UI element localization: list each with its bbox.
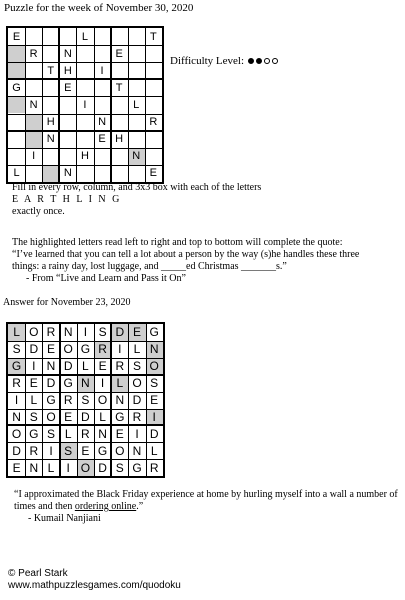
difficulty-dot-empty — [272, 58, 278, 64]
answer-cell: E — [64, 409, 73, 424]
puzzle-cell[interactable] — [94, 96, 111, 113]
puzzle-cell[interactable] — [76, 114, 93, 131]
answer-cell: L — [64, 426, 72, 441]
answer-cell: D — [81, 409, 90, 424]
puzzle-cell: I — [83, 98, 87, 111]
answer-cell: L — [30, 393, 38, 408]
puzzle-cell[interactable] — [145, 79, 162, 96]
answer-cell: E — [81, 443, 90, 458]
answer-cell: O — [115, 443, 125, 458]
bottom-quote — [14, 489, 399, 525]
puzzle-cell: R — [29, 47, 38, 60]
answer-cell: R — [94, 341, 111, 358]
puzzle-grid — [6, 26, 164, 184]
puzzle-cell[interactable] — [128, 114, 145, 131]
puzzle-cell[interactable] — [128, 62, 145, 79]
answer-cell: I — [146, 409, 163, 426]
credit — [8, 568, 181, 592]
answer-cell: E — [29, 376, 38, 391]
answer-cell: S — [29, 409, 38, 424]
puzzle-cell: L — [133, 98, 140, 111]
answer-cell: I — [100, 376, 105, 391]
difficulty-dot-filled — [248, 58, 254, 64]
answer-cell: S — [132, 359, 141, 374]
answer-cell: R — [29, 443, 39, 458]
grid-line — [8, 442, 163, 443]
puzzle-cell[interactable] — [59, 28, 76, 45]
puzzle-cell[interactable] — [94, 165, 111, 182]
answer-cell: G — [80, 342, 91, 357]
bottom-quote-attribution: - Kumail Nanjiani — [28, 513, 101, 524]
grid-line — [8, 78, 162, 80]
puzzle-cell: N — [98, 116, 107, 129]
grid-line — [77, 324, 78, 476]
grid-line — [8, 45, 162, 46]
grid-line — [58, 28, 60, 182]
answer-cell: G — [29, 426, 39, 441]
grid-line — [8, 114, 162, 115]
puzzle-cell[interactable] — [76, 131, 93, 148]
answer-cell: E — [12, 460, 21, 475]
puzzle-cell[interactable] — [42, 165, 59, 182]
answer-cell: D — [12, 443, 21, 458]
answer-cell: I — [49, 443, 53, 458]
grid-line — [8, 392, 163, 393]
grid-line — [146, 324, 147, 476]
grid-line — [145, 28, 146, 182]
quote-block — [12, 237, 402, 285]
answer-cell: R — [149, 460, 159, 475]
puzzle-cell[interactable] — [25, 114, 42, 131]
answer-cell: G — [132, 460, 142, 475]
puzzle-cell: T — [115, 81, 123, 94]
answer-cell: O — [63, 342, 73, 357]
quote-intro: The highlighted letters read left to right and top to bottom will complete the quote: — [12, 237, 343, 248]
puzzle-cell[interactable] — [145, 96, 162, 113]
puzzle-cell[interactable] — [8, 62, 25, 79]
answer-cell: D — [98, 460, 107, 475]
answer-cell: D — [132, 393, 142, 408]
quote-text-line: things: a rainy day, lost luggage, and _____ed Christmas _______s.” — [12, 261, 287, 272]
grid-line — [128, 324, 129, 476]
puzzle-cell: I — [32, 150, 36, 163]
puzzle-cell[interactable] — [59, 148, 76, 165]
answer-cell: E — [46, 342, 55, 357]
answer-cell: D — [29, 342, 39, 357]
grid-line — [110, 324, 112, 476]
grid-line — [8, 424, 163, 426]
puzzle-cell[interactable] — [145, 45, 162, 62]
puzzle-cell[interactable] — [94, 148, 111, 165]
puzzle-cell: L — [81, 30, 88, 43]
puzzle-cell[interactable] — [128, 28, 145, 45]
answer-cell: E — [115, 426, 124, 441]
puzzle-cell: R — [149, 116, 158, 129]
grid-line — [8, 358, 163, 359]
answer-grid — [6, 322, 165, 478]
answer-cell: I — [83, 325, 88, 340]
answer-cell: O — [132, 376, 142, 391]
puzzle-cell: E — [12, 30, 21, 43]
answer-cell: O — [11, 426, 22, 441]
answer-cell: S — [12, 342, 21, 357]
puzzle-cell: I — [100, 64, 104, 77]
answer-cell: N — [46, 359, 56, 374]
puzzle-cell: L — [13, 167, 20, 180]
answer-cell: N — [132, 443, 142, 458]
puzzle-cell: H — [80, 150, 89, 163]
puzzle-cell[interactable] — [8, 131, 25, 148]
ordering-online-link[interactable]: ordering online — [74, 501, 137, 512]
puzzle-cell[interactable] — [94, 79, 111, 96]
website-url[interactable]: www.mathpuzzlesgames.com/quodoku — [8, 580, 181, 591]
answer-cell: E — [128, 324, 145, 341]
answer-cell: G — [46, 393, 56, 408]
puzzle-cell: H — [115, 133, 124, 146]
grid-line — [8, 165, 162, 166]
grid-line — [42, 324, 43, 476]
answer-cell: O — [29, 325, 39, 340]
quote-attribution: - From “Live and Learn and Pass it On” — [26, 273, 186, 284]
answer-cell: R — [63, 393, 73, 408]
puzzle-cell[interactable] — [128, 45, 145, 62]
answer-cell: I — [66, 460, 70, 475]
puzzle-cell: H — [46, 116, 55, 129]
answer-cell: N — [115, 393, 125, 408]
difficulty-dot-empty — [264, 58, 270, 64]
answer-cell: G — [63, 376, 73, 391]
grid-line — [25, 324, 26, 476]
answer-cell: D — [149, 426, 159, 441]
answer-cell: N — [77, 375, 94, 392]
answer-cell: N — [29, 460, 39, 475]
grid-line — [8, 409, 163, 410]
difficulty-label: Difficulty Level: — [170, 55, 245, 67]
puzzle-cell: N — [63, 47, 72, 60]
puzzle-cell[interactable] — [76, 62, 93, 79]
answer-cell: I — [32, 359, 36, 374]
puzzle-cell: N — [63, 167, 72, 180]
answer-cell: N — [98, 426, 107, 441]
puzzle-cell[interactable] — [76, 45, 93, 62]
puzzle-cell[interactable] — [8, 45, 25, 62]
grid-line — [8, 96, 162, 97]
puzzle-cell: N — [46, 133, 55, 146]
answer-cell: G — [8, 358, 25, 375]
answer-cell: S — [98, 325, 107, 340]
answer-cell: G — [115, 409, 125, 424]
answer-cell: G — [97, 443, 108, 458]
answer-cell: D — [63, 359, 73, 374]
answer-cell: N — [146, 341, 163, 358]
answer-cell: R — [12, 376, 21, 391]
answer-cell: L — [8, 324, 25, 341]
grid-line — [94, 28, 95, 182]
answer-cell: G — [149, 325, 159, 340]
difficulty-indicator — [170, 55, 280, 67]
answer-cell: L — [47, 460, 55, 475]
puzzle-cell[interactable] — [111, 114, 128, 131]
answer-cell: I — [118, 342, 122, 357]
answer-cell: O — [77, 459, 94, 476]
puzzle-cell[interactable] — [59, 96, 76, 113]
puzzle-cell[interactable] — [59, 114, 76, 131]
grid-line — [110, 28, 112, 182]
puzzle-cell[interactable] — [111, 62, 128, 79]
puzzle-cell[interactable] — [145, 148, 162, 165]
puzzle-cell[interactable] — [25, 131, 42, 148]
answer-cell: S — [115, 460, 124, 475]
bottom-quote-text-before: “I approximated the Black Friday experience at home by hurling myself into a wall a number of times and then — [14, 489, 398, 512]
instructions-line: exactly once. — [12, 206, 65, 217]
grid-line — [8, 341, 163, 342]
instructions-line: Fill in every row, column, and 3x3 box with each of the letters — [12, 182, 262, 193]
quote-text-line: “I’ve learned that you can tell a lot about a person by the way (s)he handles these three — [12, 249, 360, 260]
puzzle-cell[interactable] — [94, 28, 111, 45]
answer-cell: O — [146, 358, 163, 375]
puzzle-cell: N — [128, 148, 145, 165]
puzzle-cell[interactable] — [25, 79, 42, 96]
puzzle-cell[interactable] — [8, 148, 25, 165]
puzzle-cell[interactable] — [111, 148, 128, 165]
answer-cell: L — [99, 409, 106, 424]
grid-line — [59, 324, 61, 476]
puzzle-cell[interactable] — [42, 96, 59, 113]
answer-cell: L — [150, 443, 158, 458]
difficulty-dot-filled — [256, 58, 262, 64]
puzzle-cell[interactable] — [8, 96, 25, 113]
answer-cell: O — [97, 393, 108, 408]
answer-cell: S — [46, 426, 55, 441]
answer-cell: E — [150, 393, 159, 408]
grid-line — [128, 28, 129, 182]
puzzle-cell[interactable] — [8, 114, 25, 131]
puzzle-cell: T — [47, 64, 55, 77]
puzzle-cell[interactable] — [25, 165, 42, 182]
grid-line — [8, 459, 163, 460]
letters-list: E A R T H L I N G — [12, 194, 122, 205]
bottom-quote-text-after: .” — [136, 501, 144, 512]
puzzle-title: Puzzle for the week of November 30, 2020 — [4, 2, 194, 14]
answer-cell: E — [98, 359, 107, 374]
answer-cell: R — [115, 359, 125, 374]
grid-line — [76, 28, 77, 182]
puzzle-cell[interactable] — [42, 148, 59, 165]
puzzle-cell[interactable] — [42, 28, 59, 45]
answer-cell: L — [82, 359, 89, 374]
puzzle-cell[interactable] — [42, 45, 59, 62]
puzzle-cell: N — [29, 98, 38, 111]
answer-cell: R — [81, 426, 90, 441]
answer-cell: S — [150, 376, 159, 391]
answer-cell: I — [135, 426, 139, 441]
puzzle-cell[interactable] — [111, 165, 128, 182]
grid-line — [94, 324, 95, 476]
answer-cell: I — [14, 393, 19, 408]
answer-cell: N — [12, 409, 21, 424]
copyright: © Pearl Stark — [8, 568, 68, 579]
puzzle-cell[interactable] — [42, 79, 59, 96]
answer-cell: N — [63, 325, 73, 340]
puzzle-cell[interactable] — [59, 131, 76, 148]
grid-line — [8, 148, 162, 149]
puzzle-cell[interactable] — [76, 165, 93, 182]
answer-cell: O — [46, 409, 56, 424]
answer-cell: R — [132, 409, 142, 424]
puzzle-cell: E — [98, 133, 106, 146]
puzzle-cell[interactable] — [94, 45, 111, 62]
puzzle-cell[interactable] — [145, 131, 162, 148]
puzzle-cell[interactable] — [128, 165, 145, 182]
puzzle-cell[interactable] — [76, 79, 93, 96]
puzzle-cell: E — [115, 47, 123, 60]
puzzle-cell[interactable] — [25, 62, 42, 79]
answer-cell: L — [133, 342, 141, 357]
puzzle-cell[interactable] — [128, 79, 145, 96]
puzzle-cell: T — [149, 30, 157, 43]
answer-cell: S — [60, 442, 77, 459]
puzzle-cell: G — [12, 81, 21, 94]
instructions — [12, 182, 402, 218]
answer-cell: R — [46, 325, 56, 340]
grid-line — [42, 28, 43, 182]
answer-cell: S — [81, 393, 90, 408]
puzzle-cell[interactable] — [111, 28, 128, 45]
bottom-quote-text — [14, 489, 399, 513]
grid-line — [8, 62, 162, 63]
answer-cell: D — [46, 376, 56, 391]
puzzle-cell[interactable] — [111, 96, 128, 113]
grid-line — [25, 28, 26, 182]
grid-line — [8, 374, 163, 376]
puzzle-cell[interactable] — [25, 28, 42, 45]
puzzle-cell[interactable] — [128, 131, 145, 148]
puzzle-cell: H — [63, 64, 72, 77]
grid-line — [8, 130, 162, 132]
difficulty-dots — [248, 55, 280, 67]
answer-cell: L — [111, 375, 128, 392]
answer-cell: D — [111, 324, 128, 341]
puzzle-cell[interactable] — [145, 62, 162, 79]
puzzle-cell: E — [149, 167, 158, 180]
answer-title: Answer for November 23, 2020 — [3, 297, 131, 308]
puzzle-cell: E — [64, 81, 72, 94]
